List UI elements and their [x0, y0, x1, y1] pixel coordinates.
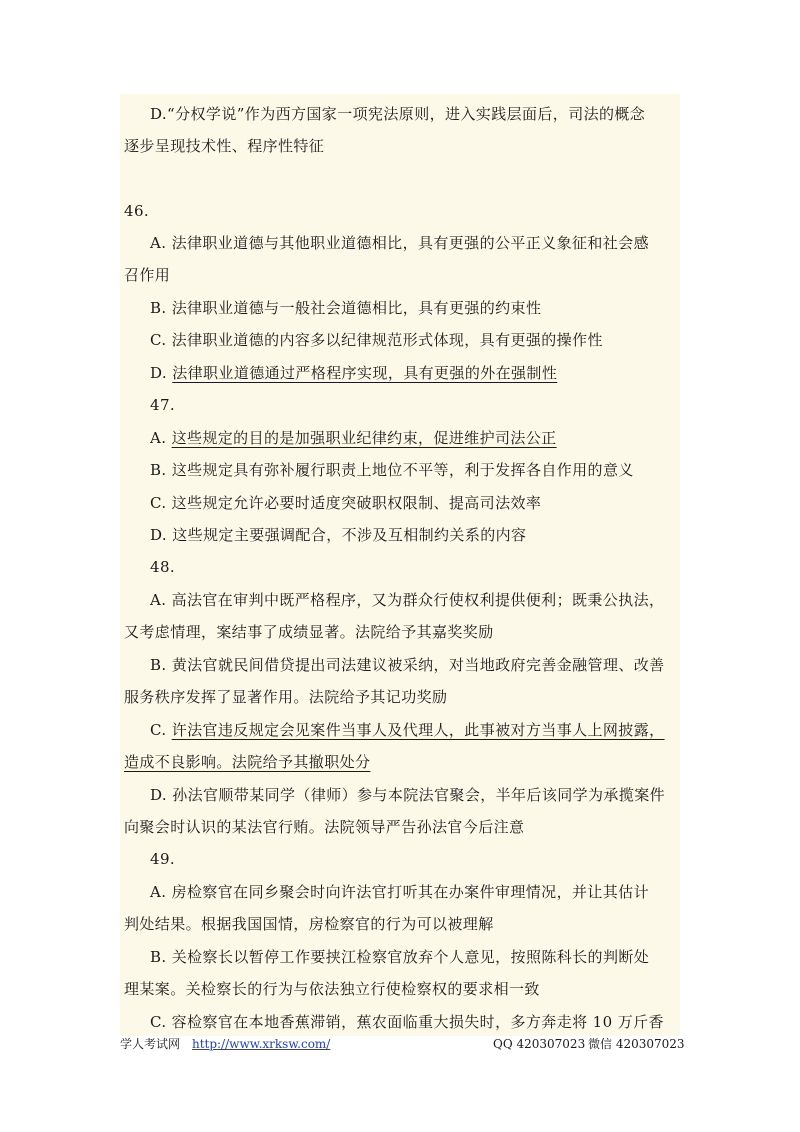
option-47-d: D. 这些规定主要强调配合，不涉及互相制约关系的内容	[150, 526, 527, 544]
answer-underline: 这些规定的目的是加强职业纪律约束，促进维护司法公正	[171, 429, 557, 447]
footer-site-name: 学人考试网	[120, 1037, 181, 1051]
option-48-c-cont	[124, 752, 684, 772]
option-46-a-cont: 召作用	[124, 266, 171, 284]
option-49-c: C. 容检察官在本地香蕉滞销，蕉农面临重大损失时，多方奔走将 10 万斤香	[150, 1013, 664, 1031]
footer-wechat: 微信 420307023	[588, 1037, 685, 1051]
option-49-b-cont: 理某案。关检察长的行为与依法独立行使检察权的要求相一致	[124, 980, 540, 998]
option-48-c	[150, 720, 710, 740]
text-line: 逐步呈现技术性、程序性特征	[124, 137, 325, 155]
option-46-b: B. 法律职业道德与一般社会道德相比，具有更强的约束性	[150, 299, 542, 317]
option-48-b-cont: 服务秩序发挥了显著作用。法院给予其记功奖励	[124, 688, 448, 706]
option-48-d-cont: 向聚会时认识的某法官行贿。法院领导严告孙法官今后注意	[124, 818, 525, 836]
option-prefix: A.	[150, 429, 172, 447]
answer-underline: 造成不良影响。法院给予其撤职处分	[124, 753, 371, 771]
footer-qq: QQ 420307023	[493, 1037, 586, 1051]
option-49-b: B. 关检察长以暂停工作要挟江检察官放弃个人意见，按照陈科长的判断处	[150, 948, 650, 966]
option-48-a: A. 高法官在审判中既严格程序，又为群众行使权利提供便利；既秉公执法，	[150, 591, 665, 609]
option-prefix: D.	[150, 364, 173, 382]
question-number-48: 48.	[150, 558, 176, 576]
question-number-49: 49.	[150, 850, 176, 868]
question-number-47: 47.	[150, 396, 176, 414]
option-47-c: C. 这些规定允许必要时适度突破职权限制、提高司法效率	[150, 494, 542, 512]
option-48-a-cont: 又考虑情理，案结事了成绩显著。法院给予其嘉奖奖励	[124, 623, 494, 641]
option-48-d: D. 孙法官顺带某同学（律师）参与本院法官聚会，半年后该同学为承揽案件	[150, 786, 666, 804]
option-46-a: A. 法律职业道德与其他职业道德相比，具有更强的公平正义象征和社会感	[150, 234, 649, 252]
answer-underline: 许法官违反规定会见案件当事人及代理人，此事被对方当事人上网披露，	[171, 721, 665, 739]
footer-url-link[interactable]: http://www.xrksw.com/	[192, 1037, 331, 1051]
option-46-c: C. 法律职业道德的内容多以纪律规范形式体现，具有更强的操作性	[150, 331, 603, 349]
option-49-a-cont: 判处结果。根据我国国情，房检察官的行为可以被理解	[124, 915, 494, 933]
question-number-46: 46.	[124, 202, 150, 220]
option-prefix: C.	[150, 721, 172, 739]
option-47-a	[150, 428, 710, 448]
option-47-b: B. 这些规定具有弥补履行职责上地位不平等，利于发挥各自作用的意义	[150, 461, 634, 479]
text-line: D.“分权学说”作为西方国家一项宪法原则，进入实践层面后，司法的概念	[150, 105, 646, 123]
option-48-b: B. 黄法官就民间借贷提出司法建议被采纳，对当地政府完善金融管理、改善	[150, 656, 665, 674]
option-49-a: A. 房检察官在同乡聚会时向许法官打听其在办案件审理情况，并让其估计	[150, 883, 649, 901]
answer-underline: 法律职业道德通过严格程序实现，具有更强的外在强制性	[172, 364, 558, 382]
option-46-d	[150, 363, 710, 383]
